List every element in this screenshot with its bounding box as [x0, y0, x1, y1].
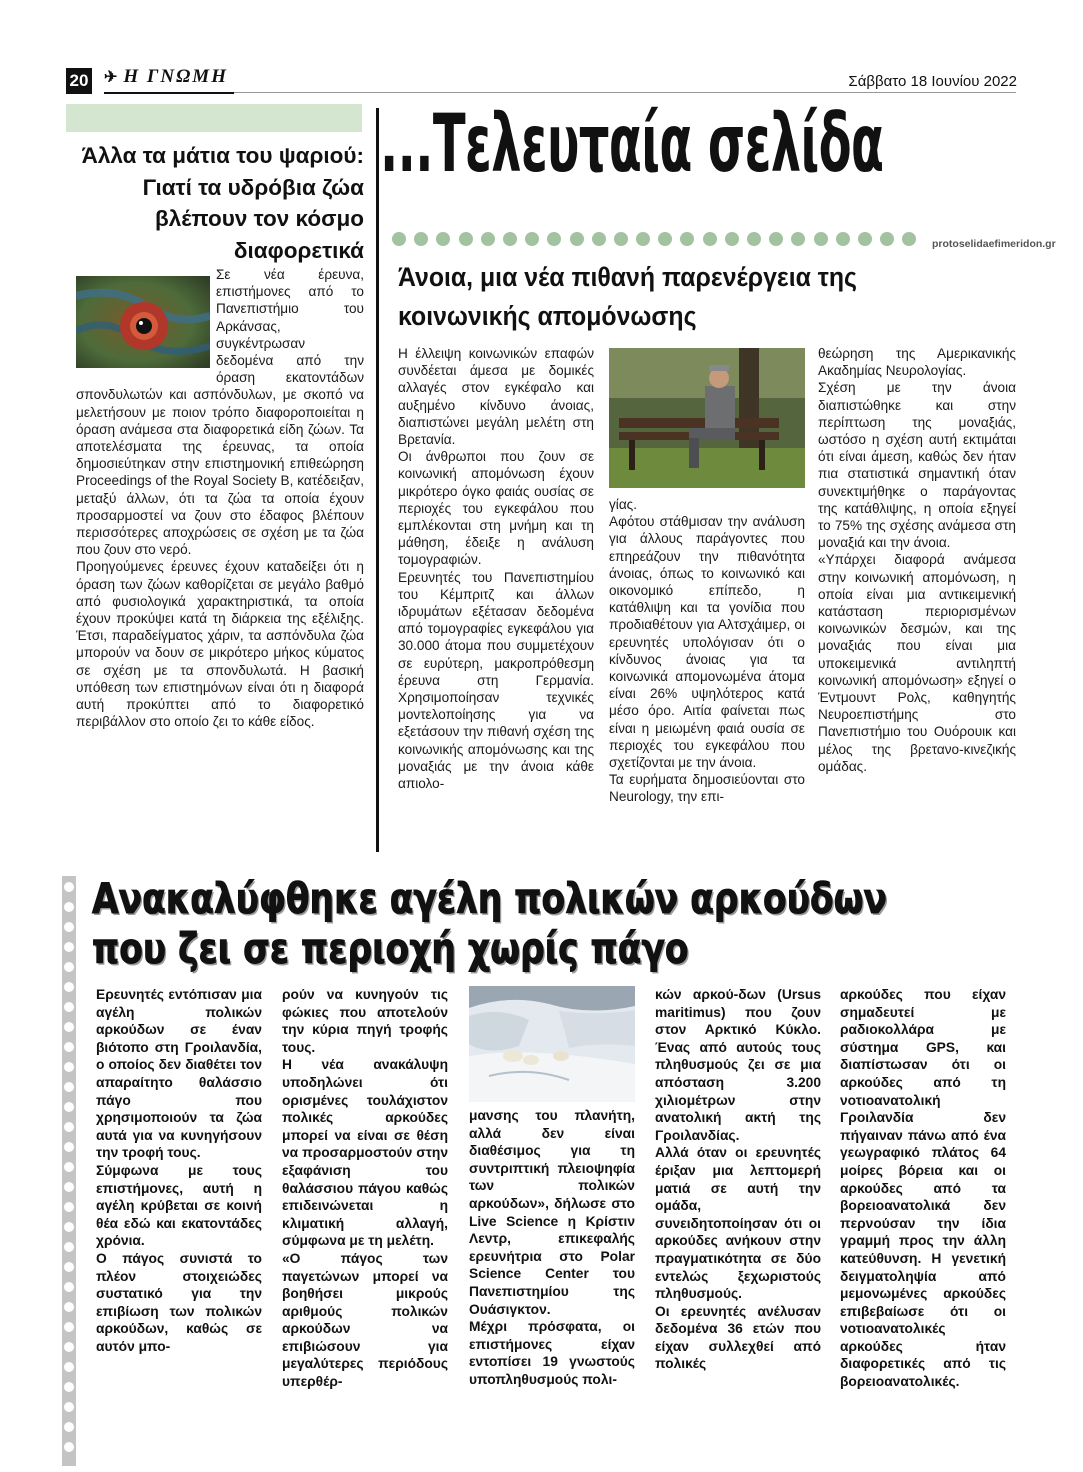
page-number: 20 [66, 68, 92, 94]
film-hole [64, 1302, 74, 1312]
film-hole [64, 1222, 74, 1232]
rule-dot [481, 232, 495, 246]
rule-dot [503, 232, 517, 246]
film-hole [64, 1422, 74, 1432]
film-hole [64, 1102, 74, 1112]
rule-dot [769, 232, 783, 246]
film-strip-decoration [62, 876, 76, 1466]
dot-rule [392, 232, 925, 251]
elderly-man-on-bench-photo [609, 348, 805, 488]
dementia-paragraph: Η έλλειψη κοινωνικών επαφών συνδέεται άμεσα με δομικές αλλαγές στον εγκέφαλο και αυξημένο κίνδυνο άνοιας, διαπιστώνει μεγάλη μελέτη στη Βρετανία. [398, 346, 594, 448]
bear-paragraph: Ερευνητές εντόπισαν μια αγέλη πολικών αρκούδων σε έναν βιότοπο στη Γροιλανδία, ο οποίος δεν διαθέτει τον απαραίτητο θαλάσσιο πάγο που χρησιμοποιούν τα ζώα αυτά για να κυνηγήσουν την τροφή τους. [96, 987, 262, 1161]
watermark: protoselidaefimeridon.gr [932, 238, 1056, 250]
rule-dot [658, 232, 672, 246]
rule-dot [570, 232, 584, 246]
bear-headline-line-1: Ανακαλύφθηκε αγέλη πολικών αρκούδων [92, 874, 888, 923]
header-rule [234, 92, 1016, 93]
dementia-paragraph: Οι άνθρωποι που ζουν σε κοινωνική απομόνωση έχουν μικρότερο όγκο φαιάς ουσίας σε περιοχές του εγκεφάλου που εμπλέκονται στη μνήμη και τη μάθηση, έδειξε η ανάλυση τομογραφιών. [398, 449, 594, 568]
masthead [104, 66, 228, 88]
bear-column-5 [840, 986, 1006, 1391]
rule-dot [836, 232, 850, 246]
masthead-bird-icon: ✈ [104, 69, 120, 86]
dementia-column-3 [818, 345, 1016, 775]
film-hole [64, 1202, 74, 1212]
dementia-column-1 [398, 345, 594, 792]
bear-column-1 [96, 986, 262, 1355]
film-hole [64, 1182, 74, 1192]
film-hole [64, 1402, 74, 1412]
film-hole [64, 1322, 74, 1332]
film-hole [64, 1082, 74, 1092]
fish-article-headline: Άλλα τα μάτια του ψαριού: Γιατί τα υδρόβια ζώα βλέπουν τον κόσμο διαφορετικά [81, 143, 364, 263]
film-hole [64, 1122, 74, 1132]
rule-dot [547, 232, 561, 246]
bear-paragraph: Μέχρι πρόσφατα, οι επιστήμονες είχαν εντοπίσει 19 γνωστούς υποπληθυσμούς πολι- [469, 1319, 635, 1387]
fish-eye-photo [76, 276, 210, 368]
film-hole [64, 1062, 74, 1072]
bear-paragraph: Οι ερευνητές ανέλυσαν δεδομένα 36 ετών που είχαν συλλεχθεί από πολικές [655, 1303, 821, 1372]
bear-paragraph: κών αρκού-δων (Ursus maritimus) που ζουν στον Αρκτικό Κύκλο. Ένας από αυτούς τους πληθυσμούς ζει σε μια απόσταση 3.200 χιλιομέτρων στην ανατολική ακτή της Γροιλανδίας. [655, 987, 821, 1143]
bear-column-3 [469, 1107, 635, 1389]
film-hole [64, 942, 74, 952]
film-hole [64, 882, 74, 892]
rule-dot [880, 232, 894, 246]
bear-paragraph: μανσης του πλανήτη, αλλά δεν είναι διαθέσιμος για τη συντριπτική πλειοψηφία των πολικών αρκούδων», δήλωσε στο Live Science η Κρίστιν Λεντρ, επικεφαλής ερευνήτρια στο Polar Science Center του Πανεπιστημίου της Ουάσιγκτον. [469, 1108, 635, 1317]
film-hole [64, 1282, 74, 1292]
film-hole [64, 1382, 74, 1392]
rule-dot [614, 232, 628, 246]
dementia-paragraph: Ερευνητές του Πανεπιστημίου του Κέμπριτζ και άλλων ιδρυμάτων εξέτασαν δεδομένα από τομογραφίες εγκεφάλου για 30.000 άτομα που συμμετέχουν σε ευρύτερη, μακροπρόθεσμη έρευνα στη Γερμανία. Χρησιμοποίησαν τεχνικές μοντελοποίησης για να εξετάσουν την πιθανή σχέση της κοινωνικής απομόνωσης και της μοναξιάς με την άνοια κάθε απιολο- [398, 569, 594, 792]
bear-headline-line-2: που ζει σε περιοχή χωρίς πάγο [92, 924, 689, 973]
film-hole [64, 1142, 74, 1152]
film-hole [64, 1262, 74, 1272]
rule-dot [791, 232, 805, 246]
bear-paragraph: «Ο πάγος των παγετώνων μπορεί να βοηθήσει μικρούς αριθμούς πολικών αρκούδων να επιβιώσουν για μεγαλύτερες περιόδους υπερθέρ- [282, 1250, 448, 1390]
masthead-title: Η ΓΝΩΜΗ [123, 66, 228, 87]
film-hole [64, 962, 74, 972]
film-hole [64, 1242, 74, 1252]
rule-dot [703, 232, 717, 246]
fish-paragraph: Σε νέα έρευνα, επιστήμονες από το Πανεπιστήμιο του Αρκάνσας, συγκέντρωσαν δεδομένα από την όραση εκατοντάδων σπονδυλωτών και ασπόνδυλων, με σκοπό να μελετήσουν με ποιον τρόπο διαφοροποιείται η όραση ανάμεσα στα διαφορετικά είδη ζώων. Τα αποτελέσματα της έρευνας, τα οποία δημοσιεύτηκαν στην επιστημονική επιθεώρηση Proceedings of the Royal Society B, κατέδειξαν, μεταξύ άλλων, ότι τα ζώα τα οποία έχουν προσαρμοστεί να ζουν στο έδαφος βλέπουν περισσότερες αποχρώσεις σε σχέση με τα ζώα που ζουν στο νερό. [76, 267, 364, 558]
bear-article-headline [92, 874, 888, 974]
bear-paragraph: Η νέα ανακάλυψη υποδηλώνει ότι ορισμένες τουλάχιστον πολικές αρκούδες μπορεί να είναι σε θέση να προσαρμοστούν στην εξαφάνιση του θαλάσσιου πάγου καθώς επιδεινώνεται η κλιματική αλλαγή, σύμφωνα με τη μελέτη. [282, 1057, 448, 1249]
rule-dot [902, 232, 916, 246]
dementia-paragraph: Σχέση με την άνοια διαπιστώθηκε και στην περίπτωση της μοναξιάς, ωστόσο η σχέση αυτή εκτιμάται ότι είναι άμεση, καθώς δεν ήταν πια στατιστικά σημαντική όταν συνεκτιμήθηκε ο παράγοντας της κατάθλιψης, η οποία εξηγεί το 75% της σχέσης ανάμεσα στη μοναξιά και την άνοια. [818, 380, 1016, 551]
bear-paragraph: Αλλά όταν οι ερευνητές έριξαν μια λεπτομερή ματιά σε αυτή την ομάδα, συνειδητοποίησαν ότι οι αρκούδες ανήκουν στην πραγματικότητα σε δύο εντελώς ξεχωριστούς πληθυσμούς. [655, 1145, 821, 1302]
bear-column-4 [655, 986, 821, 1373]
film-hole [64, 1342, 74, 1352]
rule-dot [725, 232, 739, 246]
rule-dot [747, 232, 761, 246]
film-hole [64, 982, 74, 992]
bear-paragraph: Σύμφωνα με τους επιστήμονες, αυτή η αγέλη κρύβεται σε κοινή θέα εδώ και εκατοντάδες χρόνια. [96, 1162, 262, 1249]
rule-dot [858, 232, 872, 246]
rule-dot [525, 232, 539, 246]
film-hole [64, 1042, 74, 1052]
film-hole [64, 1362, 74, 1372]
rule-dot [414, 232, 428, 246]
rule-dot [636, 232, 650, 246]
rule-dot [459, 232, 473, 246]
film-hole [64, 1162, 74, 1172]
polar-bears-on-ice-photo [469, 986, 635, 1102]
rule-dot [680, 232, 694, 246]
film-hole [64, 1002, 74, 1012]
dementia-paragraph: Τα ευρήματα δημοσιεύονται στο Neurology, την επι- [609, 772, 805, 805]
masthead-underline [104, 92, 234, 94]
rule-dot [592, 232, 606, 246]
bear-paragraph: Ο πάγος συνιστά το πλέον στοιχειώδες συστατικό για την επιβίωση των πολικών αρκούδων, καθώς σε αυτόν μπο- [96, 1250, 262, 1354]
left-green-bar [66, 104, 362, 132]
bear-paragraph: ρούν να κυνηγούν τις φώκιες που αποτελούν την κύρια πηγή τροφής τους. [282, 987, 448, 1055]
film-hole [64, 922, 74, 932]
bear-column-2 [282, 986, 448, 1391]
dementia-article-headline: Άνοια, μια νέα πιθανή παρενέργεια της κοινωνικής απομόνωσης [398, 262, 857, 331]
issue-date: Σάββατο 18 Ιουνίου 2022 [848, 73, 1017, 90]
section-title: ...Τελευταία σελίδα [380, 97, 884, 190]
dementia-paragraph: Αφότου στάθμισαν την ανάλυση για άλλους παράγοντες που επηρεάζουν την πιθανότητα άνοιας, όπως το κοινωνικό και οικονομικό επίπεδο, η κατάθλιψη και τα γονίδια που προδιαθέτουν για Αλτσχάιμερ, οι ερευνητές υπολόγισαν ότι ο κίνδυνος άνοιας για τα κοινωνικά απομονωμένα άτομα είναι 26% υψηλότερος κατά μέσο όρο. Αιτία φαίνεται πως είναι η μειωμένη φαιά ουσία σε περιοχές του εγκεφάλου που σχετίζονται με την άνοια. [609, 514, 805, 771]
film-hole [64, 1442, 74, 1452]
dementia-paragraph: θεώρηση της Αμερικανικής Ακαδημίας Νευρολογίας. [818, 346, 1016, 379]
dementia-paragraph: γίας. [609, 497, 638, 512]
dementia-column-2 [609, 496, 805, 806]
rule-dot [392, 232, 406, 246]
rule-dot [436, 232, 450, 246]
film-hole [64, 902, 74, 912]
film-hole [64, 1022, 74, 1032]
rule-dot [814, 232, 828, 246]
dementia-paragraph: «Υπάρχει διαφορά ανάμεσα στην κοινωνική απομόνωση, η οποία είναι μια αντικειμενική κατάσταση περιορισμένων κοινωνικών δεσμών, και της μοναξιάς που είναι μια υποκειμενικά αντιληπτή κοινωνική απομόνωση» εξηγεί ο Έντμουντ Ρολς, καθηγητής Νευροεπιστήμης στο Πανεπιστήμιο του Ουόρουικ και μέλος της βρετανο-κινεζικής ομάδας. [818, 552, 1016, 774]
fish-paragraph: Προηγούμενες έρευνες έχουν καταδείξει ότι η όραση των ζώων καθορίζεται σε μεγάλο βαθμό από φυσιολογικά χαρακτηριστικά, τα οποία έχουν προκύψει κατά τη διάρκεια της εξέλιξης. Έτσι, παραδείγματος χάριν, τα ασπόνδυλα ζώα μπορούν να δουν σε μικρότερο μήκος κύματος σε σχέση με τα σπονδυλωτά. Η βασική υπόθεση των επιστημόνων είναι ότι η διαφορά αυτή προκύπτει από το διαφορετικό περιβάλλον στο οποίο ζει το κάθε είδος. [76, 559, 364, 730]
bear-paragraph: αρκούδες που είχαν σημαδευτεί με ραδιοκολλάρα με σύστημα GPS, και διαπίστωσαν ότι οι αρκούδες από τη νοτιοανατολική Γροιλανδία δεν πήγαιναν πάνω από ένα γεωγραφικό πλάτος 64 μοίρες βόρεια και οι αρκούδες από τα βορειοανατολικά δεν περνούσαν την ίδια γραμμή προς την άλλη κατεύθυνση. Η γενετική δειγματοληψία από μεμονωμένες αρκούδες επιβεβαίωσε ότι οι νοτιοανατολικές αρκούδες ήταν διαφορετικές από τις βορειοανατολικές. [840, 987, 1006, 1390]
column-divider [376, 108, 379, 852]
